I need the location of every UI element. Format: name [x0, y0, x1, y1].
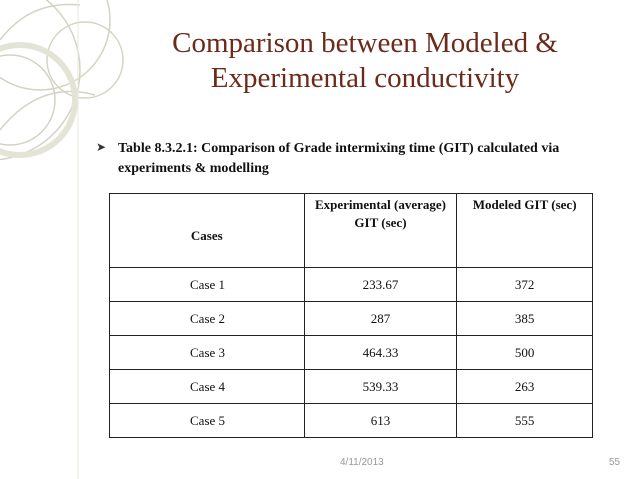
- experimental-git-cell: 539.33: [304, 370, 457, 404]
- experimental-git-cell: 233.67: [304, 268, 457, 302]
- modeled-git-cell: 555: [457, 404, 593, 438]
- column-header-cases: Cases: [110, 194, 305, 268]
- case-cell: Case 5: [110, 404, 305, 438]
- table-row: [110, 302, 593, 336]
- table-row: [110, 404, 593, 438]
- footer-date: 4/11/2013: [340, 457, 384, 468]
- slide-title: Comparison between Modeled & Experimental conductivity: [172, 27, 558, 94]
- column-header-modeled-git: Modeled GIT (sec): [457, 194, 593, 268]
- case-cell: Case 4: [110, 370, 305, 404]
- case-cell: Case 1: [110, 268, 305, 302]
- column-header-experimental-git: Experimental (average) GIT (sec): [304, 194, 457, 268]
- case-cell: Case 3: [110, 336, 305, 370]
- experimental-git-cell: 464.33: [304, 336, 457, 370]
- case-cell: Case 2: [110, 302, 305, 336]
- git-comparison-table: [109, 193, 593, 438]
- table-row: [110, 336, 593, 370]
- modeled-git-cell: 500: [457, 336, 593, 370]
- modeled-git-cell: 263: [457, 370, 593, 404]
- modeled-git-cell: 385: [457, 302, 593, 336]
- table-caption: Table 8.3.2.1: Comparison of Grade intermixing time (GIT) calculated via experiments & modelling: [118, 141, 560, 176]
- table-row: [110, 268, 593, 302]
- experimental-git-cell: 287: [304, 302, 457, 336]
- modeled-git-cell: 372: [457, 268, 593, 302]
- arrow-bullet-icon: ➤: [96, 140, 107, 154]
- table-row: [110, 370, 593, 404]
- page-number: 55: [609, 457, 621, 468]
- table-header-row: [110, 194, 593, 268]
- experimental-git-cell: 613: [304, 404, 457, 438]
